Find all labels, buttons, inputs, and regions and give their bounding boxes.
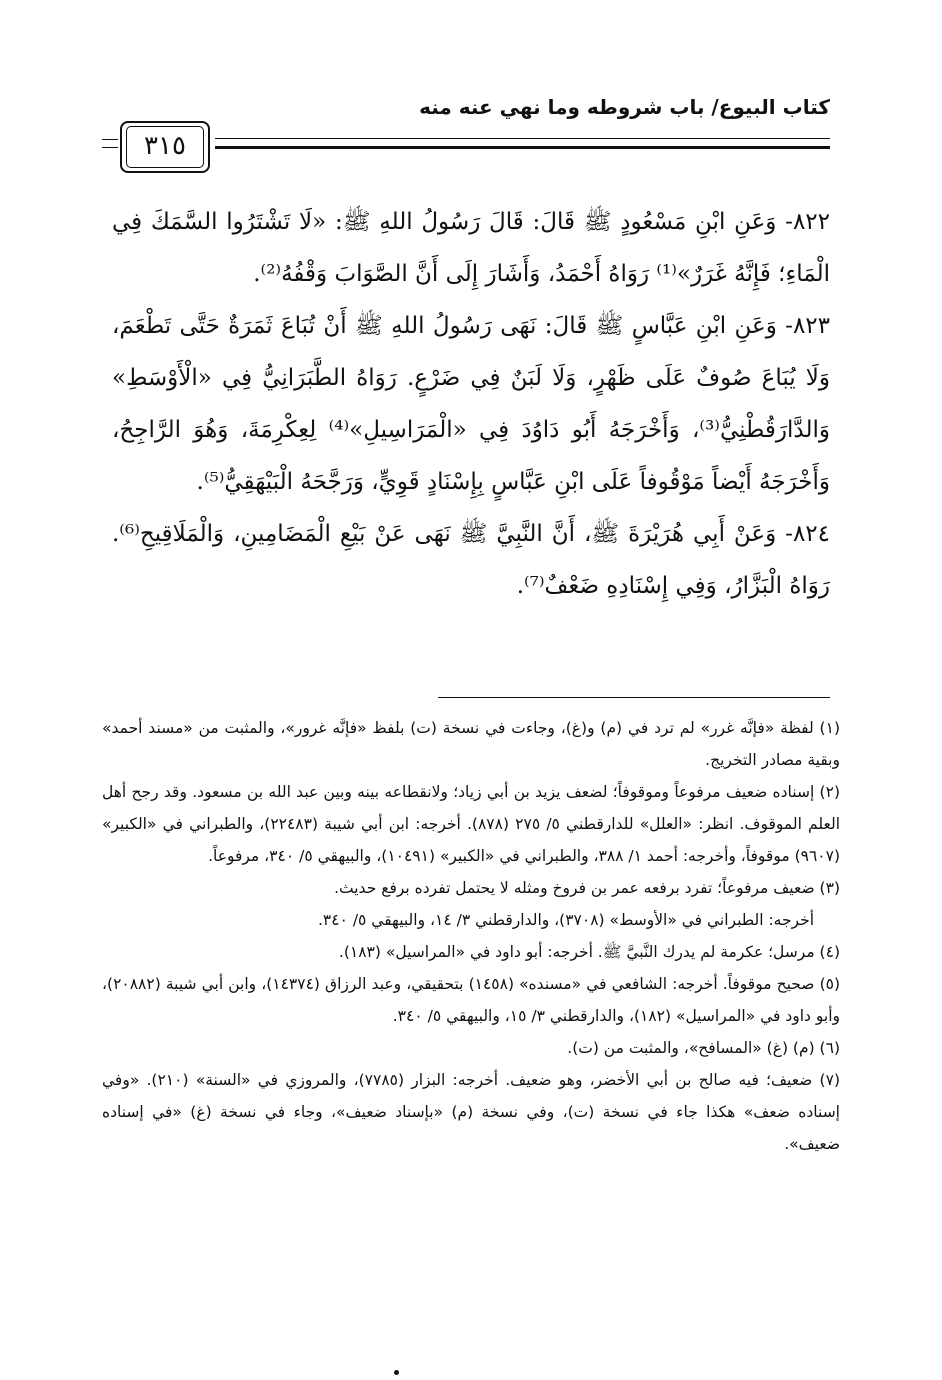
footnotes [102,712,840,1160]
footnote-6: (٦) (م) (غ) «المسافح»، والمثبت من (ت). [567,1039,840,1057]
hadith-822: ٨٢٢- وَعَنِ ابْنِ مَسْعُودٍ ﷺ قَالَ: قَالَ رَسُولُ اللهِ ﷺ: «لَا تَشْتَرُوا السَّمَكَ فِي الْمَاءِ؛ فَإِنَّهُ غَرَرٌ»⁽¹⁾ رَوَاهُ أَحْمَدُ، وَأَشَارَ إِلَى أَنَّ الصَّوَابَ وَقْفُهُ⁽²⁾. [112,209,830,287]
footnote-4: (٤) مرسل؛ عكرمة لم يدرك النَّبيَّ ﷺ. أخرجه: أبو داود في «المراسيل» (١٨٣). [338,943,840,961]
header-rule-stub-top [102,139,118,140]
hadith-823: ٨٢٣- وَعَنِ ابْنِ عَبَّاسٍ ﷺ قَالَ: نَهَى رَسُولُ اللهِ ﷺ أَنْ تُبَاعَ ثَمَرَةٌ حَتَّى تَطْعَمَ، وَلَا يُبَاعَ صُوفٌ عَلَى ظَهْرٍ، وَلَا لَبَنٌ فِي ضَرْعٍ. رَوَاهُ الطَّبَرَانِيُّ فِي «الْأَوْسَطِ» وَالدَّارَقُطْنِيُّ⁽³⁾، وَأَخْرَجَهُ أَبُو دَاوُدَ فِي «الْمَرَاسِيلِ»⁽⁴⁾ لِعِكْرِمَةَ، وَهُوَ الرَّاجِحُ، وَأَخْرَجَهُ أَيْضاً مَوْقُوفاً عَلَى ابْنِ عَبَّاسٍ بِإِسْنَادٍ قَوِيٍّ، وَرَجَّحَهُ الْبَيْهَقِيُّ⁽⁵⁾. [112,313,830,495]
header-rule-stub-bottom [102,147,118,148]
hadith-824: ٨٢٤- وَعَنْ أَبِي هُرَيْرَةَ ﷺ، أَنَّ النَّبِيَّ ﷺ نَهَى عَنْ بَيْعِ الْمَضَامِينِ، وَالْمَلَاقِيحِ⁽⁶⁾. رَوَاهُ الْبَزَّارُ، وَفِي إِسْنَادِهِ ضَعْفٌ⁽⁷⁾. [112,521,830,599]
footnote-1: (١) لفظة «فإنَّه غرر» لم ترد في (م) و(غ)، وجاءت في نسخة (ت) بلفظ «فإنَّه غرور»، والمثبت من «مسند أحمد» وبقية مصادر التخريج. [102,719,840,769]
running-header-title: كتاب البيوع/ باب شروطه وما نهي عنه منه [419,95,830,119]
footnote-separator [438,697,830,698]
footnote-5: (٥) صحيح موقوفاً. أخرجه: الشافعي في «مسنده» (١٤٥٨) بتحقيقي، وعبد الرزاق (١٤٣٧٤)، وابن أبي شيبة (٢٠٨٨٢)، وأبو داود في «المراسيل» (١٨٢)، والدارقطني ٣/ ١٥، والبيهقي ٥/ ٣٤٠. [102,975,841,1025]
page-number: ٣١٥ [126,126,204,168]
footnote-3-continuation: أخرجه: الطبراني في «الأوسط» (٣٧٠٨)، والدارقطني ٣/ ١٤، والبيهقي ٥/ ٣٤٠. [317,911,814,929]
header-rule-thick [215,146,830,149]
header-rule-thin [215,138,830,139]
footnote-2: (٢) إسناده ضعيف مرفوعاً وموقوفاً؛ لضعف يزيد بن أبي زياد؛ ولانقطاعه بينه وبين عبد الله بن مسعود. وقد رجح أهل العلم الموقوف. انظر: «العلل» للدارقطني ٥/ ٢٧٥ (٨٧٨). أخرجه: ابن أبي شيبة (٢٢٤٨٣)، والطبراني في «الكبير» (٩٦٠٧) موقوفاً، وأخرجه: أحمد ١/ ٣٨٨، والطبراني في «الكبير» (١٠٤٩١)، والبيهقي ٥/ ٣٤٠، مرفوعاً. [102,783,840,865]
footnote-7: (٧) ضعيف؛ فيه صالح بن أبي الأخضر، وهو ضعيف. أخرجه: البزار (٧٧٨٥)، والمروزي في «السنة» (٢١٠). «وفي إسناده ضعف» هكذا جاء في نسخة (ت)، وفي نسخة (م) «بإسناد ضعيف»، وجاء في نسخة (غ) «في إسناده ضعيف». [102,1071,840,1153]
footnote-3: (٣) ضعيف مرفوعاً؛ تفرد برفعه عمر بن فروخ ومثله لا يحتمل تفرده برفع حديث. [334,879,840,897]
main-text [112,196,830,612]
page-bottom-dot [394,1370,399,1375]
